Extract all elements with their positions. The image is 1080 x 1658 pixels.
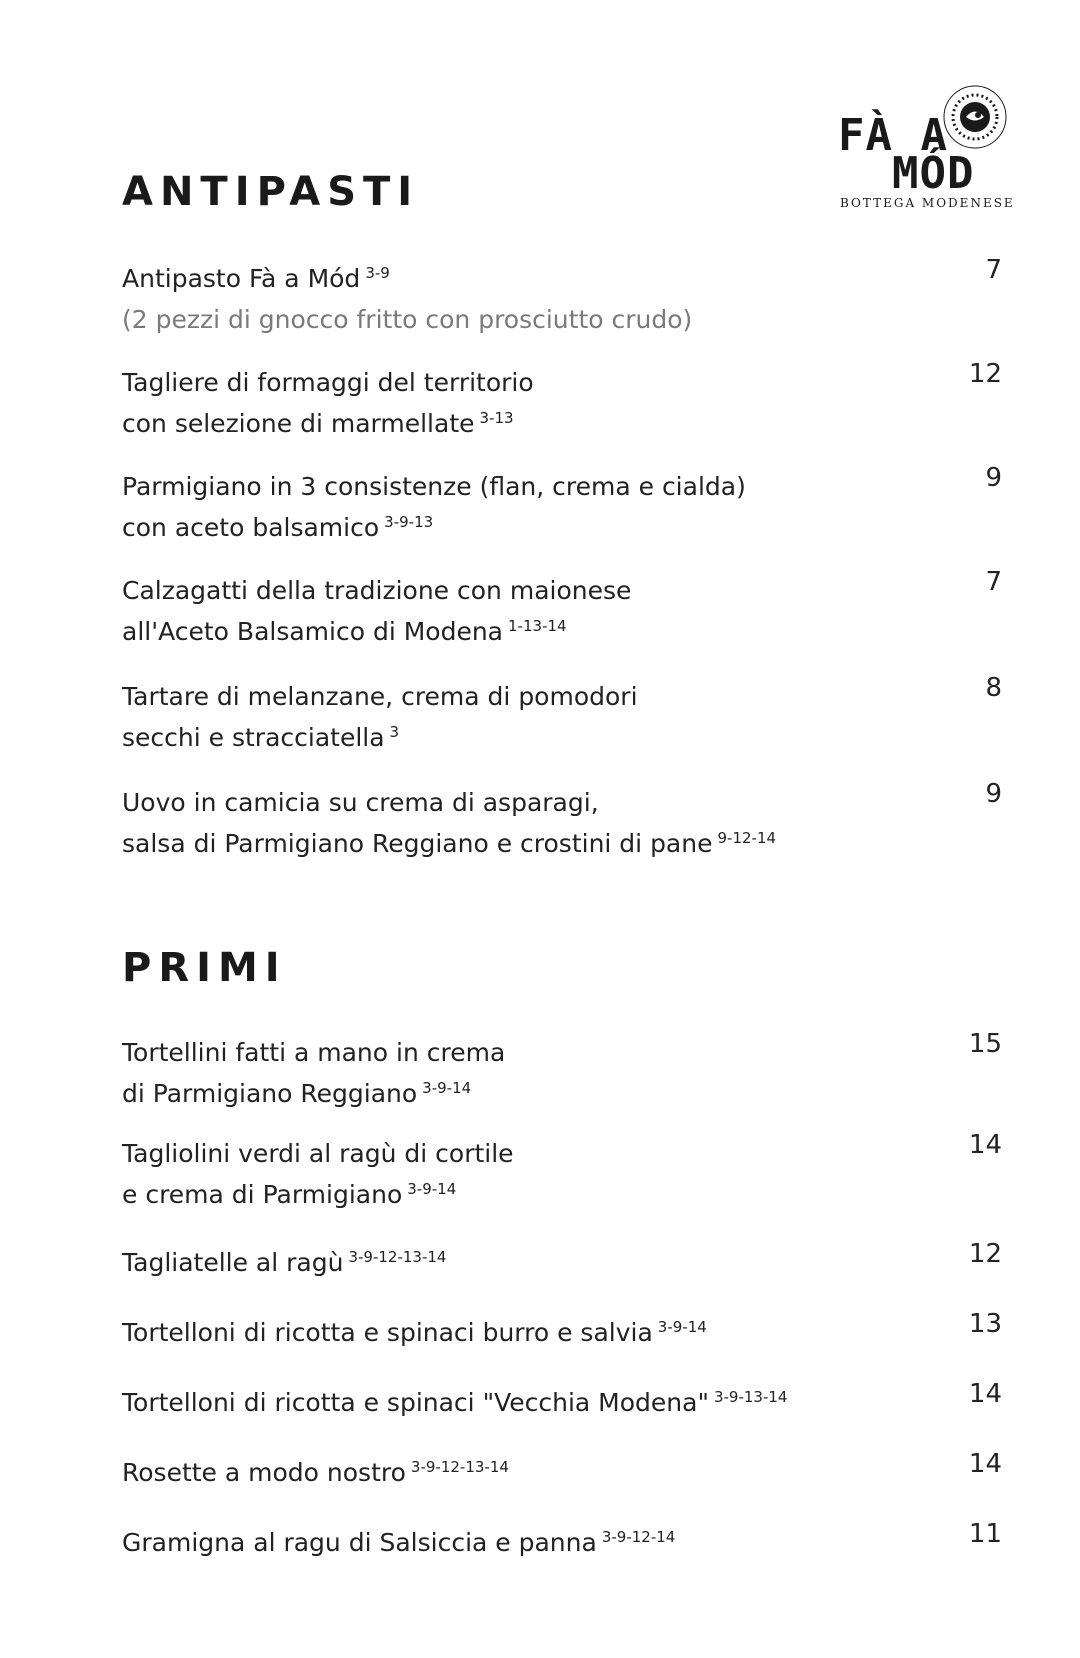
item-name-line: Tortellini fatti a mano in crema — [122, 1038, 506, 1067]
item-description: (2 pezzi di gnocco fritto con prosciutto crudo) — [122, 305, 693, 334]
menu-item — [122, 1239, 1002, 1283]
item-name — [122, 782, 902, 864]
item-name — [122, 362, 902, 444]
item-name-line: Parmigiano in 3 consistenze (flan, crema e cialda) — [122, 472, 746, 501]
section-title-primi: PRIMI — [122, 945, 287, 991]
item-name-line: Tortelloni di ricotta e spinaci "Vecchia Modena" — [122, 1388, 709, 1417]
allergen-codes: 3-9 — [365, 263, 390, 282]
item-name-line: e crema di Parmigiano — [122, 1180, 403, 1209]
item-name-line: salsa di Parmigiano Reggiano e crostini di pane — [122, 829, 713, 858]
item-name — [122, 258, 902, 340]
item-name-line: Calzagatti della tradizione con maionese — [122, 576, 632, 605]
item-name-line: Tagliolini verdi al ragù di cortile — [122, 1139, 514, 1168]
allergen-codes: 3 — [389, 722, 400, 741]
menu-item — [122, 1379, 1002, 1423]
item-price: 11 — [968, 1519, 1002, 1549]
allergen-codes: 1-13-14 — [508, 616, 567, 635]
item-name-line: Rosette a modo nostro — [122, 1458, 406, 1487]
item-name — [122, 676, 902, 758]
menu-item — [122, 673, 1002, 758]
menu-item — [122, 463, 1002, 548]
menu-item — [122, 779, 1002, 864]
allergen-codes: 3-9-12-14 — [601, 1527, 676, 1546]
item-price: 7 — [985, 255, 1002, 285]
item-name — [122, 1312, 902, 1353]
item-name-line: all'Aceto Balsamico di Modena — [122, 617, 504, 646]
allergen-codes: 3-9-14 — [657, 1317, 707, 1336]
item-name-line: Tagliere di formaggi del territorio — [122, 368, 534, 397]
item-name-line: Antipasto Fà a Mód — [122, 264, 361, 293]
menu-item — [122, 1130, 1002, 1215]
item-price: 9 — [985, 779, 1002, 809]
item-name — [122, 570, 902, 652]
menu-item — [122, 359, 1002, 444]
item-name-line: Tortelloni di ricotta e spinaci burro e salvia — [122, 1318, 653, 1347]
item-price: 14 — [968, 1379, 1002, 1409]
menu-item — [122, 1449, 1002, 1493]
item-price: 14 — [968, 1130, 1002, 1160]
item-price: 13 — [968, 1309, 1002, 1339]
menu-item — [122, 567, 1002, 652]
menu-item — [122, 1519, 1002, 1563]
item-name-line: con aceto balsamico — [122, 513, 380, 542]
item-name-line: Tagliatelle al ragù — [122, 1248, 344, 1277]
menu-item — [122, 1309, 1002, 1353]
logo-subtitle: BOTTEGA MODENESE — [840, 196, 1015, 210]
allergen-codes: 3-9-12-13-14 — [410, 1457, 509, 1476]
allergen-codes: 3-13 — [479, 408, 514, 427]
item-name — [122, 1133, 902, 1215]
allergen-codes: 3-9-13 — [384, 512, 434, 531]
menu-item — [122, 255, 1002, 340]
item-name-line: di Parmigiano Reggiano — [122, 1079, 418, 1108]
item-price: 9 — [985, 463, 1002, 493]
item-name — [122, 1452, 902, 1493]
allergen-codes: 3-9-14 — [422, 1078, 472, 1097]
item-name — [122, 1032, 902, 1114]
section-title-antipasti: ANTIPASTI — [122, 169, 420, 215]
logo-line-2: MÓD — [892, 148, 975, 199]
brand-seal-icon — [942, 84, 1008, 150]
item-name-line: secchi e stracciatella — [122, 723, 385, 752]
item-price: 15 — [968, 1029, 1002, 1059]
item-name-line: Gramigna al ragu di Salsiccia e panna — [122, 1528, 597, 1557]
item-price: 12 — [968, 1239, 1002, 1269]
brand-logo — [830, 84, 1015, 214]
allergen-codes: 3-9-12-13-14 — [348, 1247, 447, 1266]
logo-line-1: FÀ A — [838, 110, 948, 161]
item-name — [122, 466, 902, 548]
allergen-codes: 3-9-14 — [407, 1179, 457, 1198]
item-name — [122, 1522, 902, 1563]
allergen-codes: 9-12-14 — [717, 828, 777, 847]
item-name-line: Tartare di melanzane, crema di pomodori — [122, 682, 638, 711]
item-name — [122, 1382, 902, 1423]
item-name-line: Uovo in camicia su crema di asparagi, — [122, 788, 599, 817]
item-price: 8 — [985, 673, 1002, 703]
menu-item — [122, 1029, 1002, 1114]
allergen-codes: 3-9-13-14 — [713, 1387, 788, 1406]
item-price: 7 — [985, 567, 1002, 597]
item-name-line: con selezione di marmellate — [122, 409, 475, 438]
item-price: 14 — [968, 1449, 1002, 1479]
item-name — [122, 1242, 902, 1283]
item-price: 12 — [968, 359, 1002, 389]
